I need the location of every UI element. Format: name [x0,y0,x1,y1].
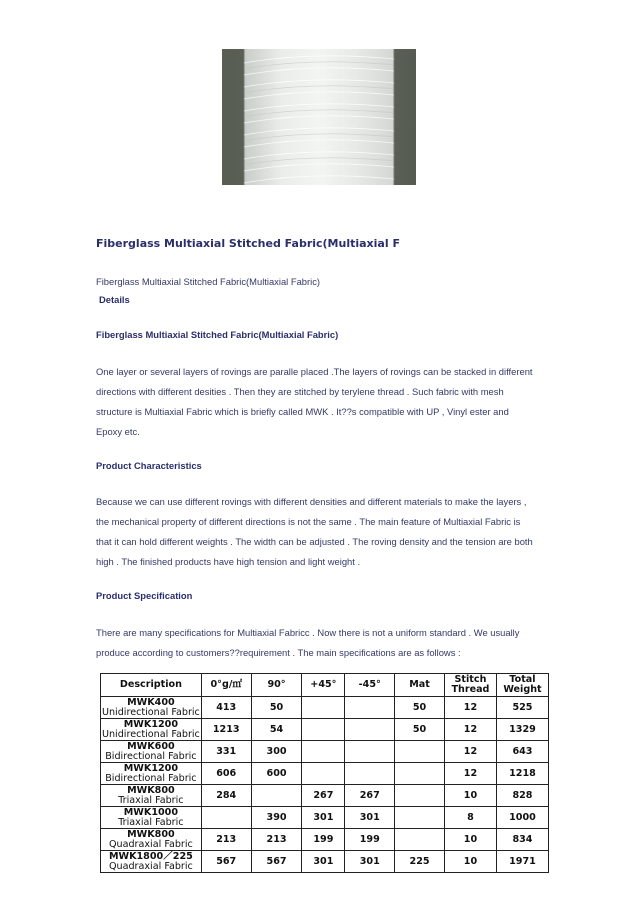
table-row [101,785,549,807]
cell-total: 1218 [496,763,548,785]
cell-minus-45: 267 [345,785,395,807]
cell-mat: 50 [395,719,445,741]
cell-minus-45: 301 [345,807,395,829]
cell-stitch: 10 [444,829,496,851]
details-label: Details [99,294,130,305]
header-90-degree: 90° [251,674,302,697]
row-description: MWK1800／225 Quadraxial Fabric [101,851,202,873]
cell-mat [395,741,445,763]
cell-0-degree: 1213 [201,719,251,741]
table-row [101,719,549,741]
table-row [101,807,549,829]
header-minus-45: -45° [345,674,395,697]
section-heading: Fiberglass Multiaxial Stitched Fabric(Multiaxial Fabric) [96,329,339,340]
fabric-fiber-texture [222,49,416,185]
cell-total: 1329 [496,719,548,741]
cell-0-degree: 567 [201,851,251,873]
cell-mat [395,807,445,829]
cell-minus-45 [345,741,395,763]
row-description: MWK1000 Triaxial Fabric [101,807,202,829]
cell-stitch: 12 [444,741,496,763]
characteristics-line: that it can hold different weights . The width can be adjusted . The roving density and the tension are both [96,536,533,547]
specification-table [100,673,549,873]
intro-line: structure is Multiaxial Fabric which is briefly called MWK . It??s compatible with UP , Vinyl ester and [96,406,509,417]
cell-0-degree: 413 [201,697,251,719]
cell-mat [395,829,445,851]
table-row [101,851,549,873]
cell-stitch: 12 [444,763,496,785]
header-total-weight: Total Weight [496,674,548,697]
cell-total: 1000 [496,807,548,829]
cell-mat [395,785,445,807]
cell-90-degree: 54 [251,719,302,741]
header-description: Description [101,674,202,697]
cell-minus-45 [345,697,395,719]
cell-90-degree: 600 [251,763,302,785]
cell-plus-45: 267 [302,785,345,807]
characteristics-heading: Product Characteristics [96,460,202,471]
cell-stitch: 10 [444,785,496,807]
row-description: MWK800 Quadraxial Fabric [101,829,202,851]
cell-total: 834 [496,829,548,851]
cell-stitch: 12 [444,719,496,741]
header-stitch-thread: Stitch Thread [444,674,496,697]
product-photo [222,49,416,185]
cell-total: 828 [496,785,548,807]
row-description: MWK400 Unidirectional Fabric [101,696,200,718]
cell-0-degree: 606 [201,763,251,785]
cell-plus-45 [302,741,345,763]
row-description: MWK800 Triaxial Fabric [101,785,202,807]
cell-plus-45: 301 [302,807,345,829]
cell-plus-45 [302,719,345,741]
table-row [101,697,549,719]
intro-line: Epoxy etc. [96,426,140,437]
cell-plus-45: 199 [302,829,345,851]
row-description: MWK1200 Bidirectional Fabric [101,763,202,785]
characteristics-line: high . The finished products have high tension and light weight . [96,556,361,567]
cell-total: 643 [496,741,548,763]
cell-minus-45: 301 [345,851,395,873]
table-row [101,829,549,851]
intro-line: directions with different desities . Then they are stitched by terylene thread . Such fabric with mesh [96,386,504,397]
cell-mat: 225 [395,851,445,873]
cell-90-degree [251,785,302,807]
cell-stitch: 8 [444,807,496,829]
cell-mat: 50 [395,697,445,719]
cell-plus-45 [302,697,345,719]
specification-line: There are many specifications for Multiaxial Fabricc . Now there is not a uniform standard . We usually [96,627,520,638]
cell-90-degree: 300 [251,741,302,763]
row-description: MWK600 Bidirectional Fabric [101,741,202,763]
cell-total: 1971 [496,851,548,873]
cell-plus-45 [302,763,345,785]
cell-stitch: 12 [444,697,496,719]
cell-0-degree: 213 [201,829,251,851]
cell-plus-45: 301 [302,851,345,873]
specification-heading: Product Specification [96,590,193,601]
characteristics-line: the mechanical property of different directions is not the same . The main feature of Multiaxial Fabric is [96,516,521,527]
cell-0-degree: 331 [201,741,251,763]
cell-minus-45: 199 [345,829,395,851]
cell-90-degree: 390 [251,807,302,829]
cell-stitch: 10 [444,851,496,873]
page-title: Fiberglass Multiaxial Stitched Fabric(Multiaxial F [96,237,400,250]
characteristics-line: Because we can use different rovings with different densities and different materials to make the layers , [96,496,527,507]
cell-90-degree: 213 [251,829,302,851]
intro-line: One layer or several layers of rovings are paralle placed .The layers of rovings can be stacked in different [96,366,533,377]
header-plus-45: +45° [302,674,345,697]
subtitle: Fiberglass Multiaxial Stitched Fabric(Multiaxial Fabric) [96,276,321,287]
cell-90-degree: 567 [251,851,302,873]
cell-mat [395,763,445,785]
header-mat: Mat [395,674,445,697]
specification-line: produce according to customers??requirement . The main specifications are as follows : [96,647,461,658]
row-description: MWK1200 Unidirectional Fabric [101,718,200,740]
cell-0-degree [201,807,251,829]
table-row [101,741,549,763]
cell-minus-45 [345,719,395,741]
table-header-row [101,674,549,697]
cell-total: 525 [496,697,548,719]
cell-90-degree: 50 [251,697,302,719]
header-0-degree: 0°g/㎡ [201,674,251,697]
table-row [101,763,549,785]
cell-minus-45 [345,763,395,785]
cell-0-degree: 284 [201,785,251,807]
